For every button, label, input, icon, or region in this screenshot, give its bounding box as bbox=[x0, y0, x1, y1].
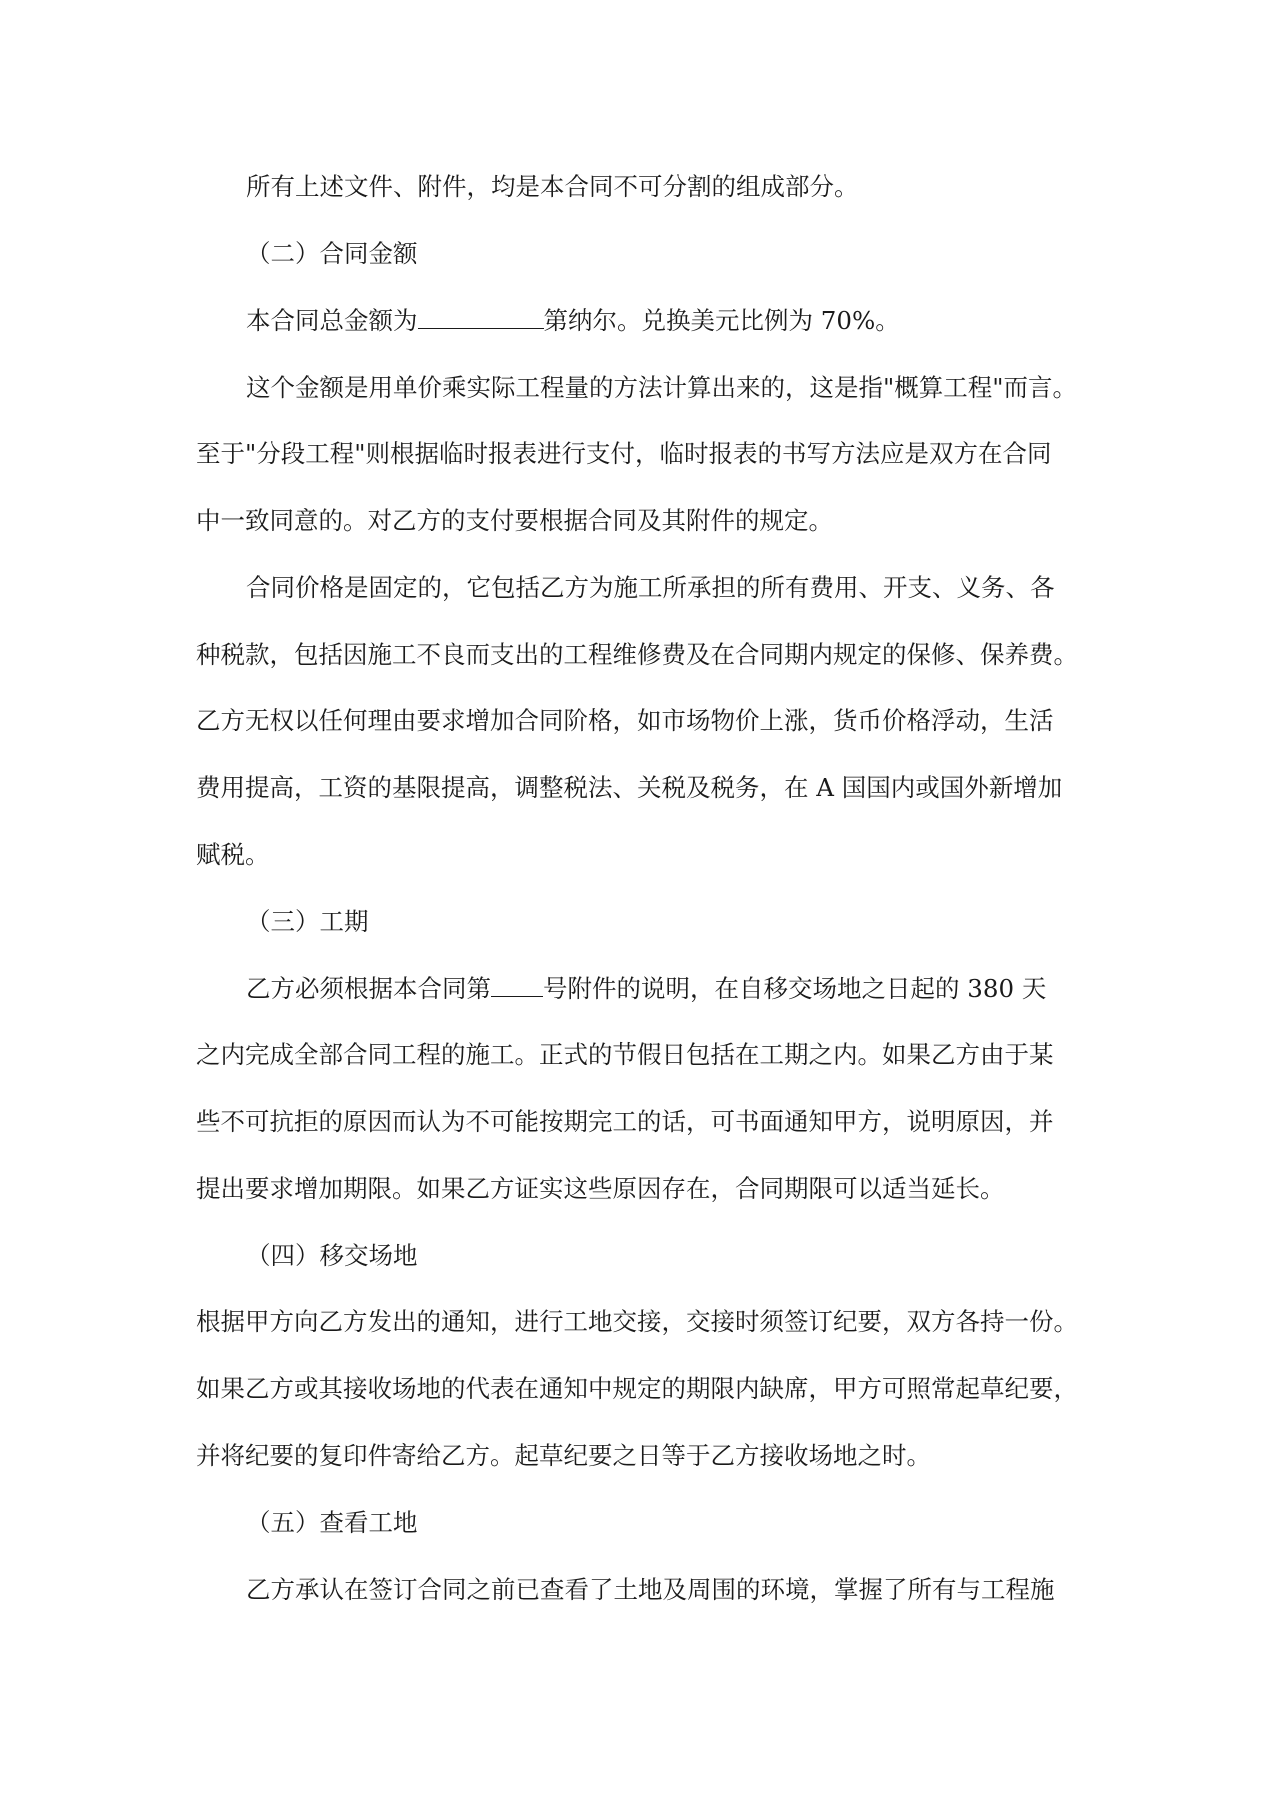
amount-line-after: 第纳尔。兑换美元比例为 70%。 bbox=[543, 306, 900, 335]
paragraph-line: 之内完成全部合同工程的施工。正式的节假日包括在工期之内。如果乙方由于某 bbox=[196, 1040, 1054, 1069]
period-line bbox=[246, 972, 1046, 1006]
paragraph-line: 合同价格是固定的，它包括乙方为施工所承担的所有费用、开支、义务、各 bbox=[246, 573, 1055, 602]
paragraph-line: 提出要求增加期限。如果乙方证实这些原因存在，合同期限可以适当延长。 bbox=[196, 1174, 1005, 1203]
paragraph-line: 所有上述文件、附件，均是本合同不可分割的组成部分。 bbox=[246, 172, 859, 201]
paragraph-line: 乙方无权以任何理由要求增加合同阶格，如市场物价上涨，货币价格浮动，生活 bbox=[196, 706, 1054, 735]
paragraph-line: 中一致同意的。对乙方的支付要根据合同及其附件的规定。 bbox=[196, 506, 833, 535]
period-line-before: 乙方必须根据本合同第 bbox=[246, 974, 491, 1003]
section-heading: （二）合同金额 bbox=[246, 239, 418, 268]
paragraph-line: 种税款，包括因施工不良而支出的工程维修费及在合同期内规定的保修、保养费。 bbox=[196, 640, 1078, 669]
amount-line-before: 本合同总金额为 bbox=[246, 306, 418, 335]
paragraph-line: 如果乙方或其接收场地的代表在通知中规定的期限内缺席，甲方可照常起草纪要， bbox=[196, 1374, 1078, 1403]
paragraph-line: 至于"分段工程"则根据临时报表进行支付，临时报表的书写方法应是双方在合同 bbox=[196, 439, 1052, 468]
section-heading: （三）工期 bbox=[246, 907, 369, 936]
paragraph-line: 并将纪要的复印件寄给乙方。起草纪要之日等于乙方接收场地之时。 bbox=[196, 1441, 931, 1470]
paragraph-line: 些不可抗拒的原因而认为不可能按期完工的话，可书面通知甲方，说明原因，并 bbox=[196, 1107, 1054, 1136]
appendix-number-blank bbox=[491, 974, 543, 997]
paragraph-line: 根据甲方向乙方发出的通知，进行工地交接，交接时须签订纪要，双方各持一份。 bbox=[196, 1307, 1078, 1336]
period-line-after: 号附件的说明，在自移交场地之日起的 380 天 bbox=[543, 974, 1047, 1003]
paragraph-line: 赋税。 bbox=[196, 840, 270, 869]
paragraph-line: 这个金额是用单价乘实际工程量的方法计算出来的，这是指"概算工程"而言。 bbox=[246, 373, 1078, 402]
paragraph-line: 费用提高，工资的基限提高，调整税法、关税及税务，在 A 国国内或国外新增加 bbox=[196, 773, 1063, 802]
amount-line bbox=[246, 304, 900, 338]
section-heading: （四）移交场地 bbox=[246, 1241, 418, 1270]
section-heading: （五）查看工地 bbox=[246, 1508, 418, 1537]
amount-blank bbox=[418, 306, 544, 329]
paragraph-line: 乙方承认在签订合同之前已查看了土地及周围的环境，掌握了所有与工程施 bbox=[246, 1575, 1055, 1604]
